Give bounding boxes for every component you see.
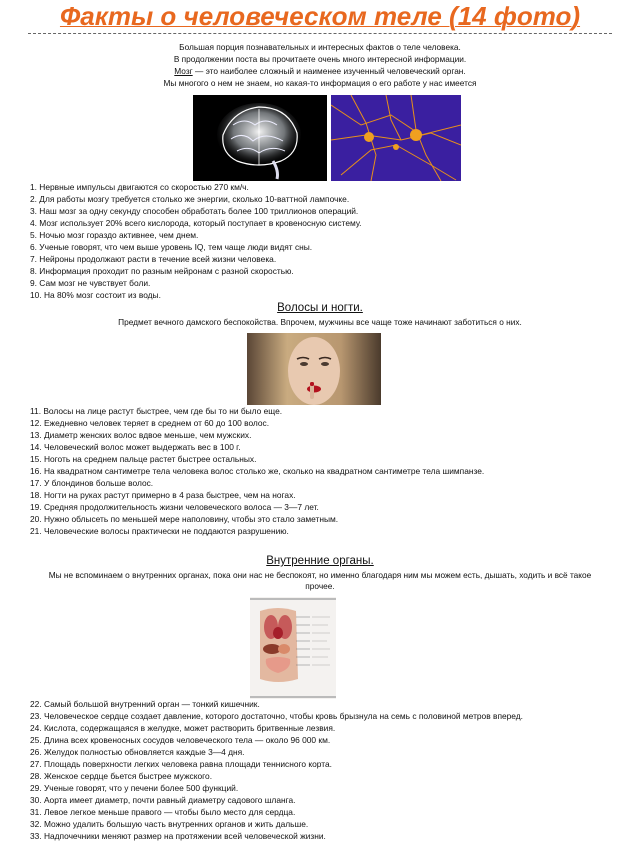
list-item: 20. Нужно облысеть по меньшей мере наполовину, чтобы это стало заметным. (30, 514, 339, 524)
internal-organs-image (250, 597, 336, 699)
intro-line-1: Большая порция познавательных и интересных фактов о теле человека. (179, 42, 461, 52)
list-item: 18. Ногти на руках растут примерно в 4 раза быстрее, чем на ногах. (30, 490, 296, 500)
organs-heading: Внутренние органы. (266, 555, 374, 567)
list-item: 13. Диаметр женских волос вдвое меньше, чем мужских. (30, 430, 252, 440)
title-divider (28, 33, 612, 34)
list-item: 29. Ученые говорят, что у печени более 500 функций. (30, 783, 239, 793)
list-item: 27. Площадь поверхности легких человека равна площади теннисного корта. (30, 759, 332, 769)
neurons-image (331, 95, 461, 181)
intro-line-3 (0, 66, 640, 77)
intro-line-2: В продолжении поста вы прочитаете очень много интересной информации. (173, 54, 467, 64)
list-item: 15. Ноготь на среднем пальце растет быстрее остальных. (30, 454, 257, 464)
list-item: 25. Длина всех кровеносных сосудов человеческого тела — около 96 000 км. (30, 735, 331, 745)
list-item: 2. Для работы мозгу требуется столько же энергии, сколько 10-ваттной лампочке. (30, 194, 350, 204)
list-item: 8. Информация проходит по разным нейронам с разной скоростью. (30, 266, 294, 276)
list-item: 7. Нейроны продолжают расти в течение всей жизни человека. (30, 254, 277, 264)
list-item: 16. На квадратном сантиметре тела человека волос столько же, сколько на квадратном сантиметре тела шимпанзе. (30, 466, 485, 476)
list-item: 31. Левое легкое меньше правого — чтобы было место для сердца. (30, 807, 296, 817)
list-item: 4. Мозг использует 20% всего кислорода, который поступает в кровеносную систему. (30, 218, 362, 228)
list-item: 32. Можно удалить большую часть внутренних органов и жить дальше. (30, 819, 309, 829)
list-item: 23. Человеческое сердце создает давление, которого достаточно, чтобы кровь брызнула на семь с половиной метров вперед. (30, 711, 523, 721)
hair-subtitle: Предмет вечного дамского беспокойства. Впрочем, мужчины все чаще тоже начинают заботиться о них. (118, 317, 522, 327)
list-item: 5. Ночью мозг гораздо активнее, чем днем. (30, 230, 199, 240)
list-item: 9. Сам мозг не чувствует боли. (30, 278, 151, 288)
organs-subtitle-line-2: прочее. (305, 581, 335, 591)
list-item: 10. На 80% мозг состоит из воды. (30, 290, 161, 300)
brain-scan-image (193, 95, 327, 181)
list-item: 14. Человеческий волос может выдержать вес в 100 г. (30, 442, 241, 452)
hair-heading: Волосы и ногти. (277, 302, 363, 314)
organs-subtitle-line-1: Мы не вспоминаем о внутренних органах, пока они нас не беспокоят, но именно благодаря ним мы можем есть, дышать, ходить и всё такое (48, 570, 592, 580)
list-item: 17. У блондинов больше волос. (30, 478, 154, 488)
woman-portrait-image (247, 333, 381, 405)
list-item: 33. Надпочечники меняют размер на протяжении всей человеческой жизни. (30, 831, 326, 841)
brain-word: Мозг (174, 66, 193, 76)
list-item: 1. Нервные импульсы двигаются со скоростью 270 км/ч. (30, 182, 249, 192)
list-item: 24. Кислота, содержащаяся в желудке, может растворить бритвенные лезвия. (30, 723, 336, 733)
list-item: 21. Человеческие волосы практически не поддаются разрушению. (30, 526, 289, 536)
list-item: 28. Женское сердце бьется быстрее мужского. (30, 771, 213, 781)
intro-line-4: Мы многого о нем не знаем, но какая-то информация о его работе у нас имеется (163, 78, 477, 88)
list-item: 11. Волосы на лице растут быстрее, чем где бы то ни было еще. (30, 406, 283, 416)
list-item: 12. Ежедневно человек теряет в среднем от 60 до 100 волос. (30, 418, 270, 428)
page-title: Факты о человеческом теле (14 фото) (59, 1, 581, 31)
list-item: 22. Самый большой внутренний орган — тонкий кишечник. (30, 699, 260, 709)
list-item: 19. Средняя продолжительность жизни человеческого волоса — 3—7 лет. (30, 502, 319, 512)
list-item: 26. Желудок полностью обновляется каждые 3—4 дня. (30, 747, 245, 757)
intro-line-3-text: — это наиболее сложный и наименее изученный человеческий орган. (192, 66, 466, 76)
list-item: 6. Ученые говорят, что чем выше уровень IQ, тем чаще люди видят сны. (30, 242, 313, 252)
list-item: 3. Наш мозг за одну секунду способен обработать более 100 триллионов операций. (30, 206, 359, 216)
list-item: 30. Аорта имеет диаметр, почти равный диаметру садового шланга. (30, 795, 296, 805)
